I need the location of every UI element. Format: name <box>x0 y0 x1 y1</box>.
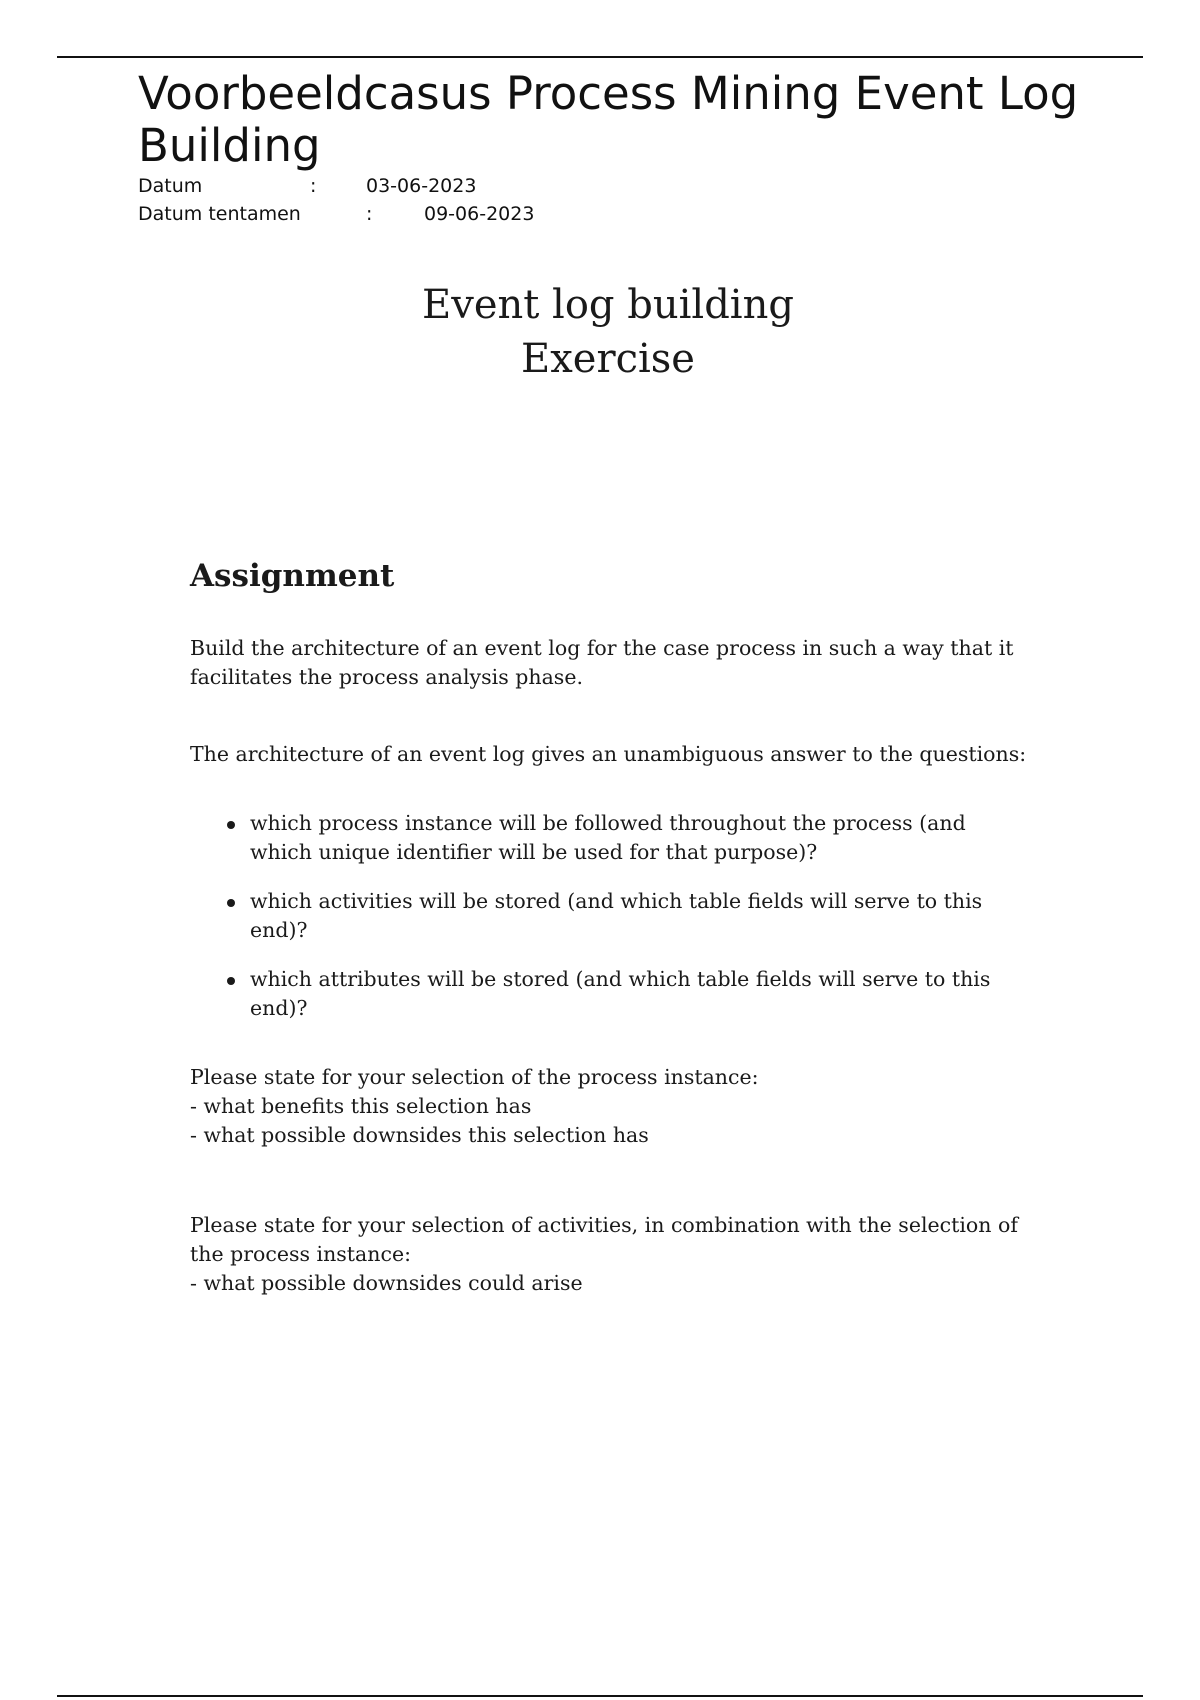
exercise-title-line-2: Exercise <box>521 336 695 382</box>
meta-label: Datum <box>138 175 203 197</box>
activities-selection-lead: Please state for your selection of activities, in combination with the selection of the process instance: <box>190 1213 1018 1266</box>
activities-selection-block <box>190 1211 1030 1298</box>
instance-selection-line: - what possible downsides this selection has <box>190 1123 649 1147</box>
assignment-section <box>190 556 1030 1298</box>
question-text: which process instance will be followed throughout the process (and which unique identifier will be used for that purpose)? <box>250 811 966 864</box>
bullet-icon <box>227 977 235 985</box>
top-rule <box>57 56 1143 58</box>
meta-label: Datum tentamen <box>138 203 301 225</box>
document-title: Voorbeeldcasus Process Mining Event Log Building <box>138 67 1079 172</box>
meta-row-datum <box>138 172 1138 200</box>
list-item <box>250 887 1030 945</box>
instance-selection-lead: Please state for your selection of the process instance: <box>190 1065 759 1089</box>
meta-value-exam-date: 09-06-2023 <box>424 203 535 225</box>
question-text: which attributes will be stored (and which table fields will serve to this end)? <box>250 967 991 1020</box>
document-header <box>138 68 1138 228</box>
list-item <box>250 965 1030 1023</box>
bullet-icon <box>227 899 235 907</box>
activities-selection-line: - what possible downsides could arise <box>190 1271 583 1295</box>
meta-value-date: 03-06-2023 <box>366 175 477 197</box>
meta-row-datum-tentamen <box>138 200 1138 228</box>
questions-list <box>190 809 1030 1023</box>
assignment-intro: Build the architecture of an event log for the case process in such a way that it facilitates the process analysis phase. <box>190 636 1014 689</box>
bottom-rule <box>57 1695 1143 1697</box>
meta-separator: : <box>310 175 317 197</box>
exercise-title-line-1: Event log building <box>422 282 794 328</box>
instance-selection-line: - what benefits this selection has <box>190 1094 532 1118</box>
list-item <box>250 809 1030 867</box>
question-text: which activities will be stored (and which table fields will serve to this end)? <box>250 889 983 942</box>
meta-separator: : <box>366 203 373 225</box>
instance-selection-block <box>190 1063 1030 1150</box>
assignment-heading: Assignment <box>190 558 395 594</box>
bullet-icon <box>227 821 235 829</box>
exercise-title <box>0 278 1200 386</box>
questions-lead: The architecture of an event log gives an unambiguous answer to the questions: <box>190 742 1027 766</box>
